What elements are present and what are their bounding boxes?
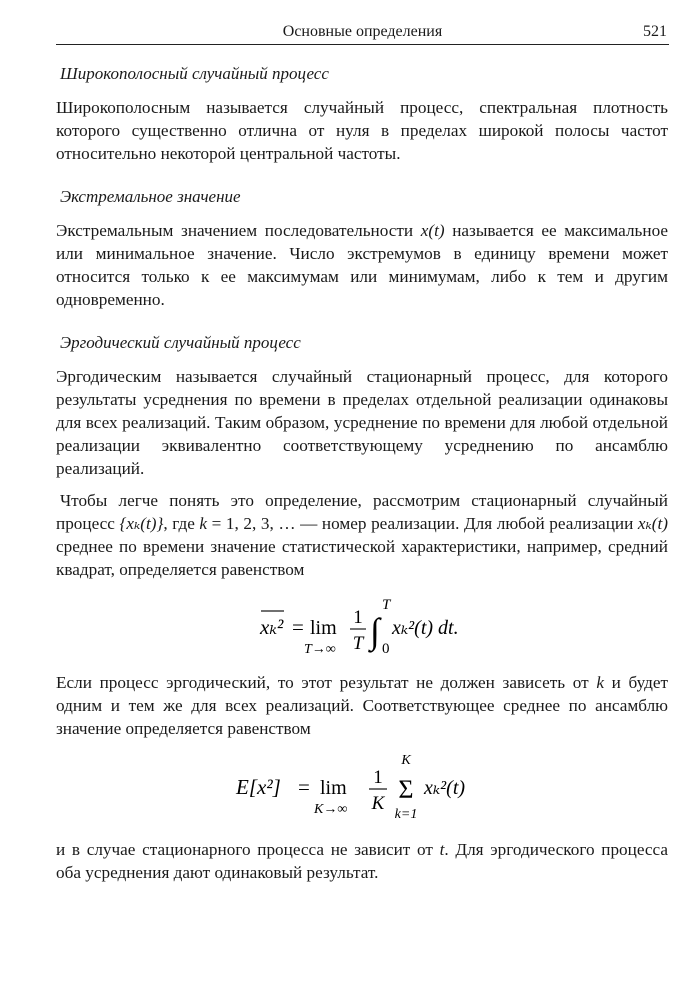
formula2-frac-num: 1 [373,767,383,788]
text-span: среднее по времени значение статистической характеристики, например, средний квадрат, определяется равенством [56,537,668,579]
formula1-int-upper: T [382,597,391,613]
math-var: k [596,673,604,692]
text-span: Если процесс эргодический, то этот результат не должен зависеть от [56,673,597,692]
math-var: k [199,514,208,533]
formula1-lim-sub: T→∞ [304,642,336,657]
text-span: и будет одним и тем же для всех реализаций. Соответствующее среднее по ансамблю значение определяется равенством [56,673,668,738]
text-span: . Для эргодического процесса оба усреднения дают одинаковый результат. [56,840,668,882]
math-var: xₖ(t) [637,514,668,533]
formula2-lim-sub: K→∞ [314,802,348,817]
math-var: {xₖ(t)} [119,514,164,533]
formula2-sum-lower: k=1 [394,807,418,822]
section-title-extremum: Экстремальное значение [60,187,241,206]
text-span: называется ее максимальное или минимальное значение. Число экстремумов в единицу времени может относится только к ее максимумам или минимумам, либо к тем и другим одновременно. [56,221,668,309]
paragraph-extremum [56,219,668,311]
formula2-eq: = [298,775,310,799]
formula1-frac-num: 1 [353,607,363,628]
integral-sign: ∫ [370,611,380,651]
formula1-lhs: xₖ² [260,615,284,639]
paragraph-ergodic-1: Эргодическим называется случайный стационарный процесс, для которого результаты усреднения по времени в пределах отдельной реализации одинаковы для всех реализаций. Таким образом, усреднение по времени для любой отдельной реализации эквивалентно соответствующему усреднению по ансамблю реализаций. [56,367,668,478]
page-number: 521 [643,23,667,40]
formula1-eq: = [292,615,304,639]
paragraph-wideband: Широкополосным называется случайный процесс, спектральная плотность которого существенно отлична от нуля в пределах широкой полосы частот относительно некоторой центральной частоты. [56,98,668,163]
formula2-lhs: E[x²] [236,775,281,799]
section-title-wideband: Широкополосный случайный процесс [60,64,329,83]
running-header [56,22,669,45]
text-span: Экстремальным значением последовательности [56,221,421,240]
formula1-int-lower: 0 [382,641,390,657]
text-span: = 1, 2, 3, … — номер реализации. Для любой реализации [207,514,638,533]
text-span: и в случае стационарного процесса не зависит от [56,840,440,859]
formula1-lim: lim [310,617,337,639]
formula1-integrand: xₖ²(t) dt. [392,617,459,639]
formula-ensemble-average [56,750,668,830]
formula1-frac-den: T [352,633,364,654]
header-title: Основные определения [282,23,443,40]
page-body [56,62,668,884]
section-title-ergodic: Эргодический случайный процесс [60,333,301,352]
sum-sign: Σ [398,775,414,804]
math-var: t [439,840,445,859]
formula2-sum-upper: K [401,753,411,768]
math-var: x(t) [420,221,445,240]
paragraph-ergodic-3 [56,671,668,740]
paragraph-ergodic-4 [56,838,668,884]
formula-time-average-svg [232,587,492,661]
text-span: Чтобы легче понять это определение, рассмотрим стационарный случайный процесс [56,491,668,533]
formula2-lim: lim [320,777,347,799]
paragraph-ergodic-2 [56,489,668,581]
formula2-frac-den: K [371,793,385,814]
formula2-summand: xₖ²(t) [424,777,466,799]
text-span: , где [163,514,200,533]
formula-time-average [56,587,668,661]
formula-ensemble-average-svg [232,750,492,830]
